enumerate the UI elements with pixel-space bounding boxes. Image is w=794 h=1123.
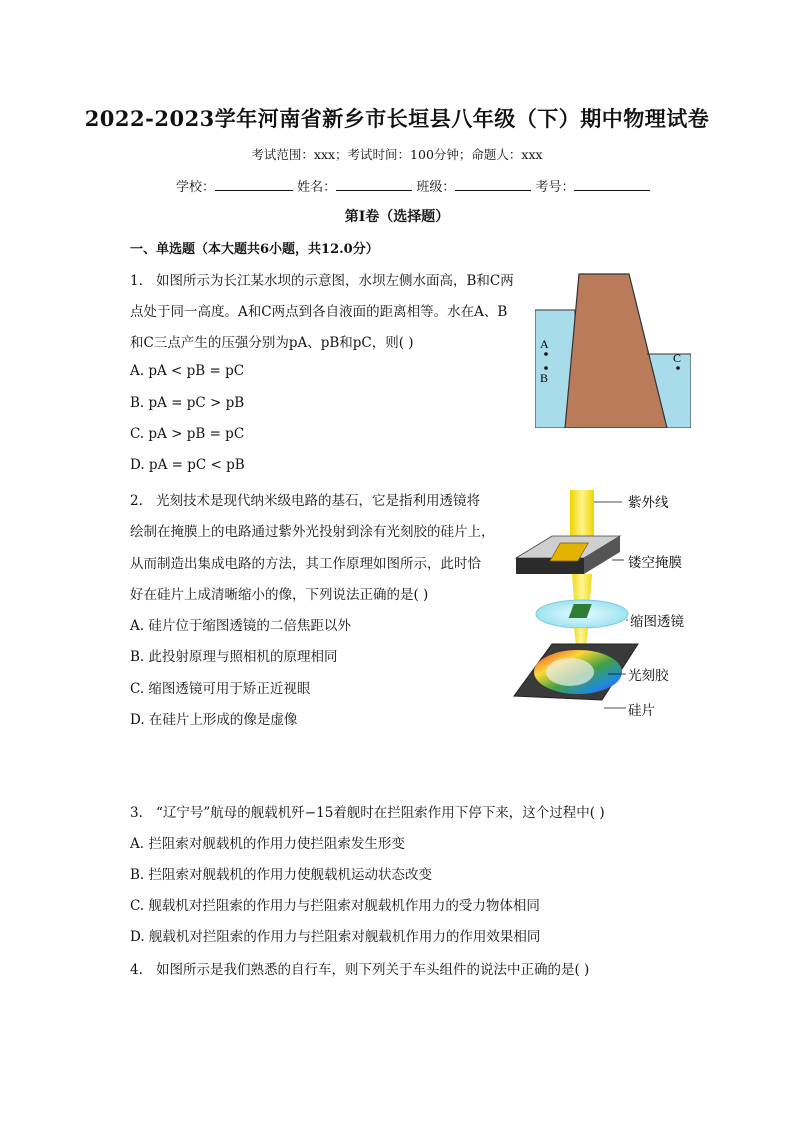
question-4-text: 如图所示是我们熟悉的自行车，则下列关于车头组件的说法中正确的是( ) — [156, 962, 590, 978]
question-2-line-2: 绘制在掩膜上的电路通过紫外光投射到涂有光刻胶的硅片上， — [130, 524, 495, 540]
label-uv: 紫外线 — [628, 495, 669, 511]
point-b-label: B — [540, 371, 549, 385]
question-2-number: 2. — [130, 493, 143, 509]
field-school-blank — [215, 176, 293, 191]
field-name-blank — [336, 176, 412, 191]
question-1-line-1 — [130, 269, 514, 289]
question-4-line-1 — [130, 958, 589, 978]
field-name-label: 姓名： — [297, 180, 337, 195]
question-3-line-1 — [130, 801, 605, 821]
question-2-option-c: C. 缩图透镜可用于矫正近视眼 — [130, 681, 311, 697]
point-c-label: C — [673, 351, 682, 365]
question-1-line-3: 和C三点产生的压强分别为pA、pB和pC，则( ) — [130, 335, 414, 351]
exam-title: 2022-2023学年河南省新乡市长垣县八年级（下）期中物理试卷 — [84, 106, 710, 131]
label-photoresist: 光刻胶 — [628, 668, 669, 684]
lithography-diagram — [508, 488, 700, 726]
question-1-text: 如图所示为长江某水坝的示意图，水坝左侧水面高，B和C两 — [156, 273, 514, 289]
question-1-option-a: A. pA < pB = pC — [130, 363, 245, 379]
point-a-label: A — [540, 337, 549, 351]
point-a-dot — [544, 352, 548, 356]
field-class-label: 班级： — [416, 180, 456, 195]
question-4-number: 4. — [130, 962, 143, 978]
question-2-option-b: B. 此投射原理与照相机的原理相同 — [130, 649, 338, 665]
uv-beam — [570, 490, 594, 542]
point-c-dot — [676, 366, 680, 370]
label-lens: 缩图透镜 — [630, 614, 684, 630]
question-3-number: 3. — [130, 805, 143, 821]
question-2-line-1 — [130, 489, 480, 509]
field-examno-blank — [574, 176, 650, 191]
question-1-line-2: 点处于同一高度。A和C两点到各自液面的距离相等。水在A、B — [130, 304, 508, 320]
question-1-number: 1. — [130, 273, 143, 289]
question-3-option-d: D. 舰载机对拦阻索的作用力与拦阻索对舰载机作用力的作用效果相同 — [130, 929, 541, 945]
question-3-option-c: C. 舰载机对拦阻索的作用力与拦阻索对舰载机作用力的受力物体相同 — [130, 898, 540, 914]
point-b-dot — [544, 366, 548, 370]
question-2-option-a: A. 硅片位于缩图透镜的二倍焦距以外 — [130, 618, 351, 634]
question-1-option-c: C. pA > pB = pC — [130, 426, 245, 442]
question-1-option-d: D. pA = pC < pB — [130, 457, 245, 473]
field-school-label: 学校： — [176, 180, 216, 195]
student-info-fields — [176, 176, 650, 195]
question-3-option-b: B. 拦阻索对舰载机的作用力使舰载机运动状态改变 — [130, 867, 433, 883]
field-examno-label: 考号： — [535, 180, 575, 195]
question-2-text: 光刻技术是现代纳米级电路的基石，它是指利用透镜将 — [156, 493, 480, 509]
question-2-line-3: 从而制造出集成电路的方法，其工作原理如图所示，此时恰 — [130, 556, 481, 572]
label-mask: 镂空掩膜 — [628, 555, 682, 571]
dam-diagram — [535, 270, 691, 428]
part-title: 一、单选题（本大题共6小题，共12.0分） — [130, 242, 379, 257]
question-3-text: “辽宁号”航母的舰载机歼−15着舰时在拦阻索作用下停下来，这个过程中( ) — [156, 805, 605, 821]
exam-subtitle: 考试范围：xxx；考试时间：100分钟；命题人：xxx — [251, 147, 543, 162]
question-2-line-4: 好在硅片上成清晰缩小的像，下列说法正确的是( ) — [130, 587, 429, 603]
label-wafer: 硅片 — [628, 703, 655, 719]
question-1-option-b: B. pA = pC > pB — [130, 395, 245, 411]
question-3-option-a: A. 拦阻索对舰载机的作用力使拦阻索发生形变 — [130, 836, 405, 852]
dam-wall — [565, 274, 667, 428]
section-title: 第I卷（选择题） — [344, 209, 450, 225]
field-class-blank — [455, 176, 531, 191]
question-2-option-d: D. 在硅片上形成的像是虚像 — [130, 712, 298, 728]
